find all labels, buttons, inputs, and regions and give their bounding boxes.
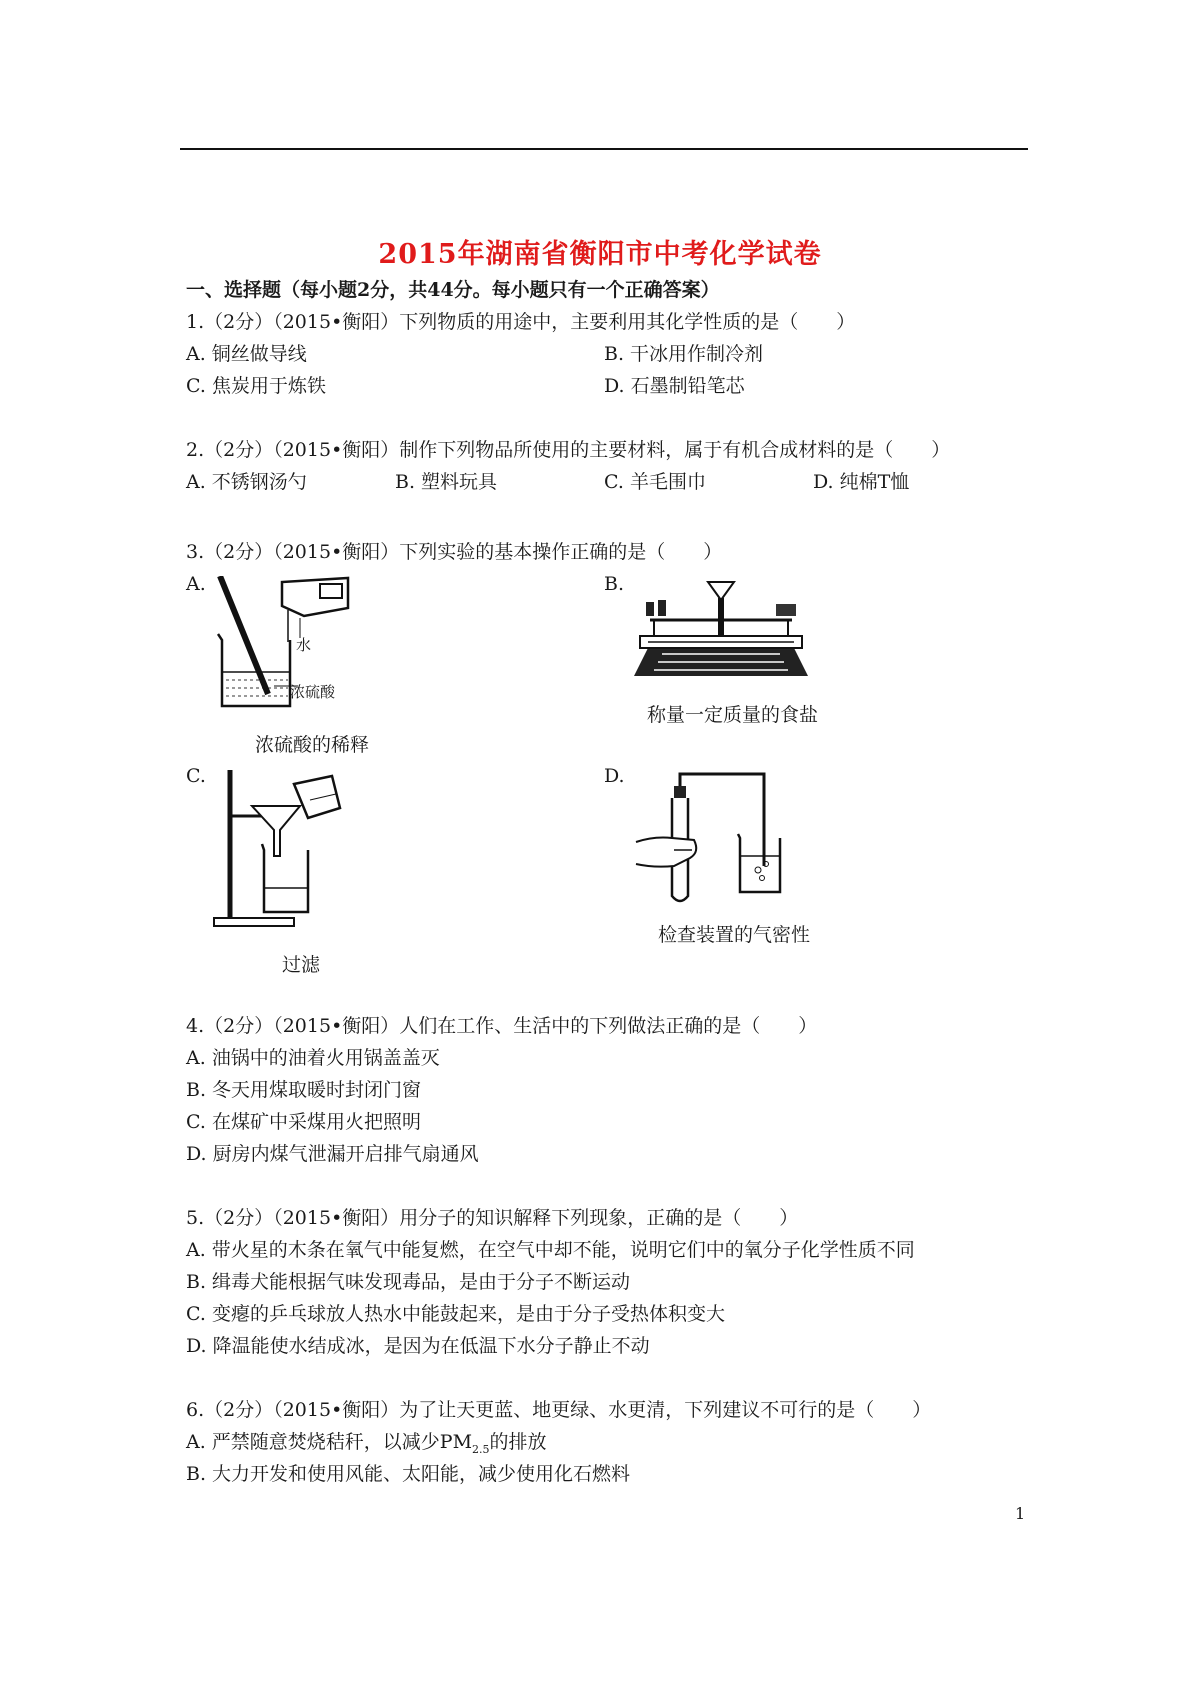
q3-stem: 3.（2分）（2015•衡阳）下列实验的基本操作正确的是（ ）	[186, 541, 723, 563]
q4-stem: 4.（2分）（2015•衡阳）人们在工作、生活中的下列做法正确的是（ ）	[186, 1015, 818, 1037]
q3-caption-c: 过滤	[282, 954, 321, 976]
q3-caption-b: 称量一定质量的食盐	[647, 704, 819, 726]
q6-option-a-subscript: 2.5	[472, 1442, 490, 1456]
q3-label-c: C.	[186, 765, 206, 787]
q3-label-d: D.	[604, 765, 625, 787]
page-title: 2015年湖南省衡阳市中考化学试卷	[378, 239, 822, 270]
q6-option-a-text: A. 严禁随意焚烧秸秆，以减少PM	[186, 1431, 473, 1453]
q6-option-a	[186, 1430, 547, 1462]
section-heading: 一、选择题（每小题2分，共44分。每小题只有一个正确答案）	[186, 279, 720, 301]
q6-option-b: B. 大力开发和使用风能、太阳能，减少使用化石燃料	[186, 1463, 631, 1485]
airtightness-figure	[634, 766, 784, 916]
q5-option-c: C. 变瘪的乒乓球放人热水中能鼓起来，是由于分子受热体积变大	[186, 1303, 725, 1325]
q3-caption-d: 检查装置的气密性	[658, 924, 811, 946]
page-number: 1	[1015, 1504, 1026, 1523]
label-water: 水	[296, 636, 312, 654]
q5-stem: 5.（2分）（2015•衡阳）用分子的知识解释下列现象，正确的是（ ）	[186, 1207, 799, 1229]
q1-option-b: B. 干冰用作制冷剂	[604, 343, 764, 365]
q5-option-b: B. 缉毒犬能根据气味发现毒品，是由于分子不断运动	[186, 1271, 631, 1293]
q1-option-a: A. 铜丝做导线	[186, 343, 307, 365]
q1-option-d: D. 石墨制铅笔芯	[604, 375, 745, 397]
q1-option-c: C. 焦炭用于炼铁	[186, 375, 326, 397]
q4-option-b: B. 冬天用煤取暖时封闭门窗	[186, 1079, 422, 1101]
q4-option-a: A. 油锅中的油着火用锅盖盖灭	[186, 1047, 440, 1069]
q6-option-a-text-end: 的排放	[489, 1431, 547, 1453]
q4-option-d: D. 厨房内煤气泄漏开启排气扇通风	[186, 1143, 479, 1165]
q2-option-c: C. 羊毛围巾	[604, 471, 706, 493]
q3-label-a: A.	[186, 573, 206, 595]
q2-option-d: D. 纯棉T恤	[813, 471, 910, 493]
q5-option-d: D. 降温能使水结成冰，是因为在低温下水分子静止不动	[186, 1335, 650, 1357]
q2-option-a: A. 不锈钢汤勺	[186, 471, 307, 493]
header-rule	[180, 148, 1028, 150]
q3-label-b: B.	[604, 573, 625, 595]
q6-stem: 6.（2分）（2015•衡阳）为了让天更蓝、地更绿、水更清，下列建议不可行的是（ ）	[186, 1399, 932, 1421]
q4-option-c: C. 在煤矿中采煤用火把照明	[186, 1111, 421, 1133]
filtration-figure	[212, 764, 362, 934]
q5-option-a: A. 带火星的木条在氧气中能复燃，在空气中却不能，说明它们中的氧分子化学性质不同	[186, 1239, 915, 1261]
q1-stem: 1.（2分）（2015•衡阳）下列物质的用途中，主要利用其化学性质的是（ ）	[186, 311, 856, 333]
balance-figure	[628, 576, 818, 686]
label-conc-acid: 浓硫酸	[290, 683, 336, 701]
q2-stem: 2.（2分）（2015•衡阳）制作下列物品所使用的主要材料，属于有机合成材料的是（ ）	[186, 439, 951, 461]
q3-caption-a: 浓硫酸的稀释	[255, 734, 370, 756]
q2-option-b: B. 塑料玩具	[395, 471, 498, 493]
